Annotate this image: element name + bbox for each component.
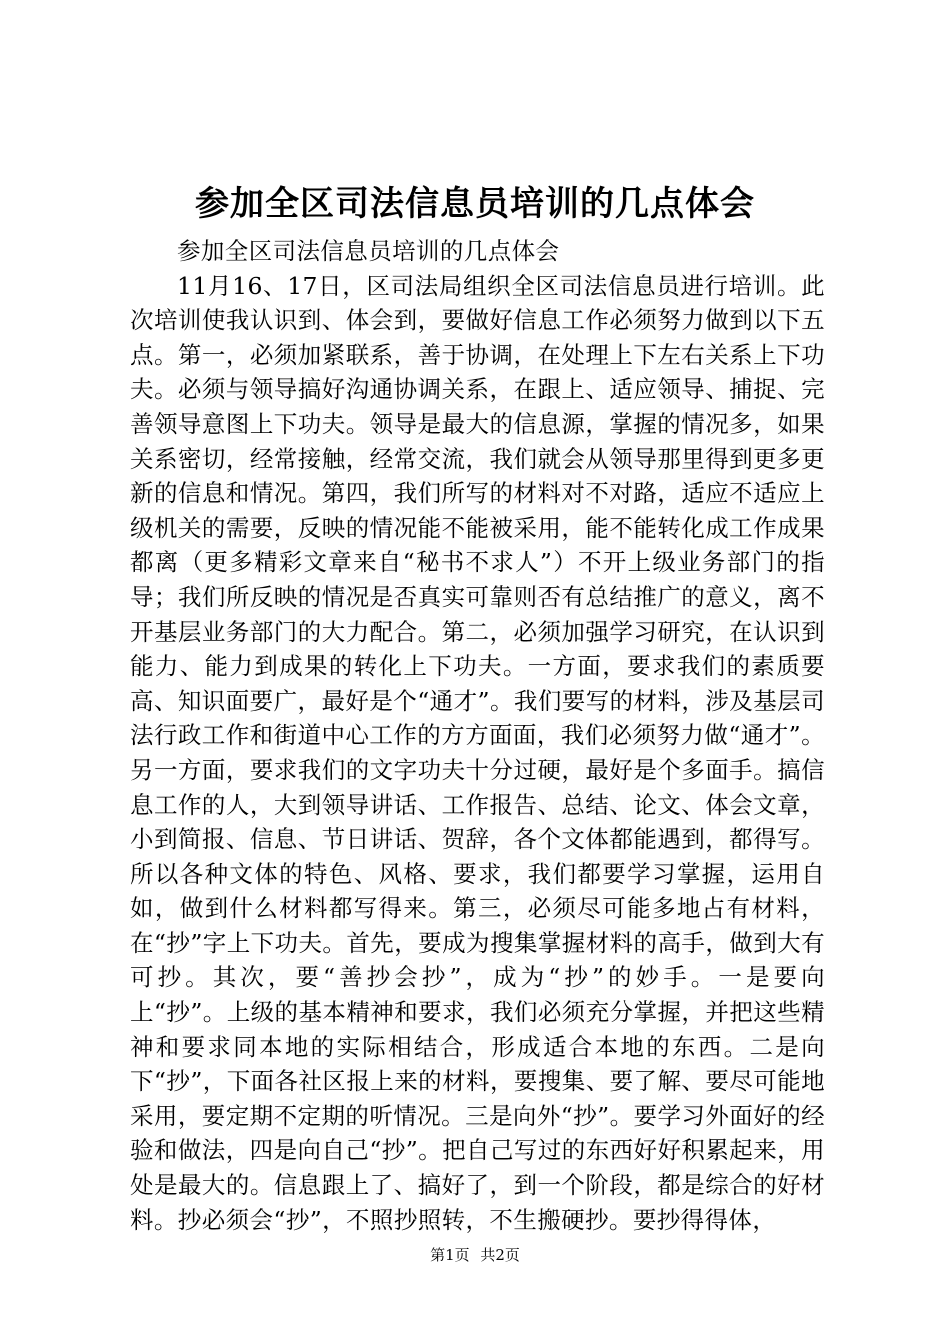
subtitle-paragraph: 参加全区司法信息员培训的几点体会 (177, 237, 560, 265)
main-paragraph: 11月16、17日，区司法局组织全区司法信息员进行培训。此次培训使我认识到、体会到，要做好信息工作必须努力做到以下五点。第一，必须加紧联系，善于协调，在处理上下左右关系上下功夫。必须与领导搞好沟通协调关系，在跟上、适应领导、捕捉、完善领导意图上下功夫。领导是最大的信息源，掌握的情况多，如果关系密切，经常接触，经常交流，我们就会从领导那里得到更多更新的信息和情况。第四，我们所写的材料对不对路，适应不适应上级机关的需要，反映的情况能不能被采用，能不能转化成工作成果都离（更多精彩文章来自“秘书不求人”）不开上级业务部门的指导；我们所反映的情况是否真实可靠则否有总结推广的意义，离不开基层业务部门的大力配合。第二，必须加强学习研究，在认识到能力、能力到成果的转化上下功夫。一方面，要求我们的素质要高、知识面要广，最好是个“通才”。我们要写的材料，涉及基层司法行政工作和街道中心工作的方方面面，我们必须努力做“通才”。另一方面，要求我们的文字功夫十分过硬，最好是个多面手。搞信息工作的人，大到领导讲话、工作报告、总结、论文、体会文章，小到简报、信息、节日讲话、贺辞，各个文体都能遇到，都得写。所以各种文体的特色、风格、要求，我们都要学习掌握，运用自如，做到什么材料都写得来。第三，必须尽可能多地占有材料，在“抄”字上下功夫。首先，要成为搜集掌握材料的高手，做到大有可抄。其次，要“善抄会抄”，成为“抄”的妙手。一是要向上“抄”。上级的基本精神和要求，我们必须充分掌握，并把这些精神和要求同本地的实际相结合，形成适合本地的东西。二是向下“抄”，下面各社区报上来的材料，要搜集、要了解、要尽可能地采用，要定期不定期的听情况。三是向外“抄”。要学习外面好的经验和做法，四是向自己“抄”。把自己写过的东西好好积累起来，用处是最大的。信息跟上了、搞好了，到一个阶段，都是综合的好材料。抄必须会“抄”，不照抄照转，不生搬硬抄。要抄得得体， (130, 271, 825, 1234)
page-footer (0, 1244, 950, 1266)
document-body (130, 234, 825, 1237)
page-number: 第1页 (430, 1246, 470, 1264)
page-total: 共2页 (480, 1246, 520, 1264)
document-title: 参加全区司法信息员培训的几点体会 (195, 184, 755, 224)
